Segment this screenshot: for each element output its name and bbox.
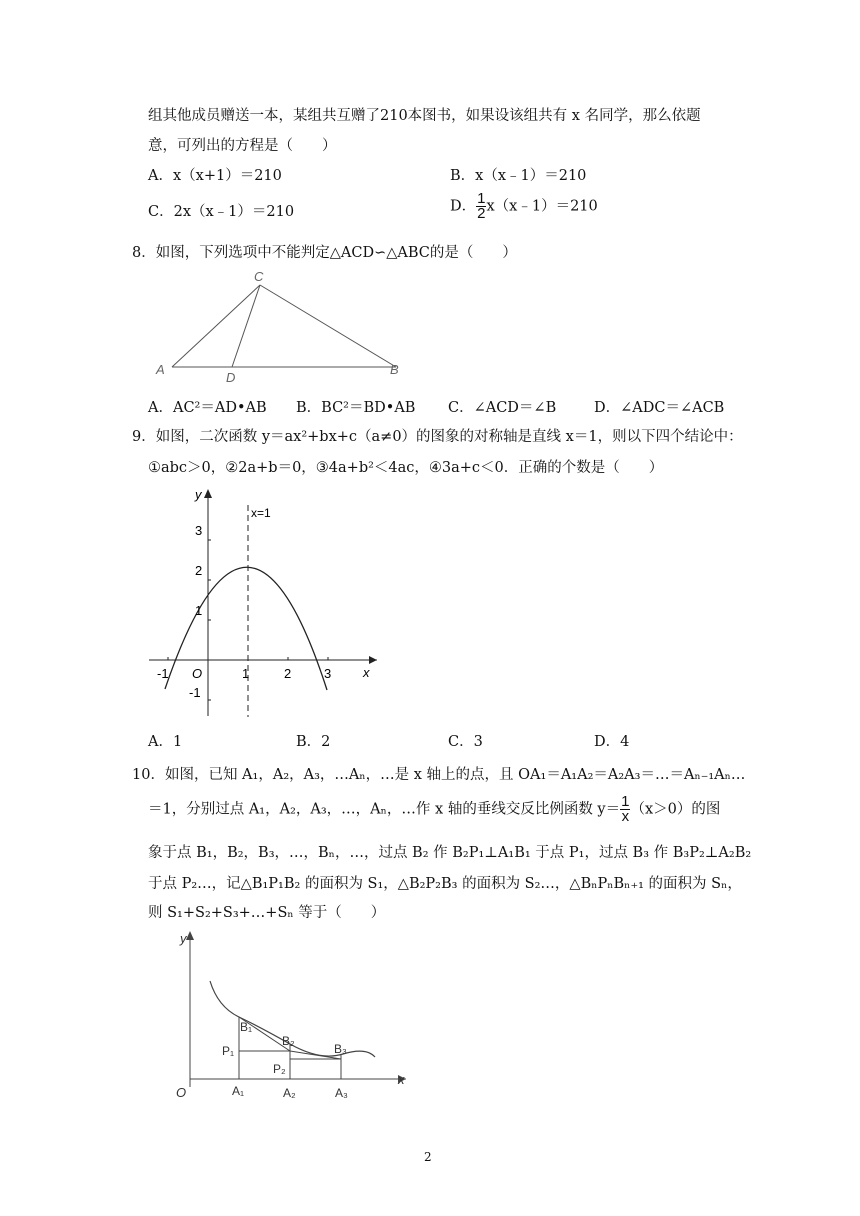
q9-parabola-graph (145, 485, 385, 720)
q8-stem: 8．如图，下列选项中不能判定△ACD∽△ABC的是（ ） (132, 245, 517, 261)
vertex-label-c: C (254, 269, 264, 284)
vertex-label-a: A (156, 362, 165, 377)
y-tick-3: 3 (195, 523, 203, 538)
q9-line2: ①abc＞0，②2a+b＝0，③4a+b²＜4ac，④3a+c＜0．正确的个数是（ ） (148, 460, 664, 476)
q9-option-b: B．2 (296, 734, 331, 750)
label-p2: P₂ (273, 1062, 286, 1076)
q9-line1: 9．如图，二次函数 y＝ax²+bx+c（a≠0）的图象的对称轴是直线 x＝1，则以下四个结论中： (132, 429, 743, 445)
origin-label: O (176, 1085, 187, 1100)
q10-line2 (148, 795, 720, 824)
q7-line2: 意，可列出的方程是（ ） (148, 138, 337, 154)
origin-label: O (192, 666, 203, 681)
x-axis-label: x (398, 1072, 405, 1087)
q10-line5: 则 S₁+S₂+S₃+…+Sₙ 等于（ ） (148, 905, 386, 921)
q9-option-c: C．3 (448, 734, 483, 750)
label-a1: A₁ (232, 1084, 245, 1098)
label-b2: B₂ (282, 1034, 295, 1048)
q9-option-d: D．4 (594, 734, 630, 750)
y-axis-label: y (195, 487, 202, 502)
q8-option-b: B．BC²＝BD•AB (296, 400, 416, 416)
symmetry-axis-label: x=1 (251, 506, 271, 520)
q7-option-b: B．x（x﹣1）＝210 (450, 168, 587, 184)
fraction-denominator: x (621, 808, 630, 825)
q10-hyperbola-graph (160, 925, 415, 1105)
x-tick-2: 2 (284, 666, 292, 681)
y-tick-1: 1 (195, 603, 203, 618)
q10-line2-rest: （x＞0）的图 (630, 801, 721, 818)
x-tick-1: 1 (242, 666, 250, 681)
q9-option-a: A．1 (148, 734, 183, 750)
fraction-numerator: 1 (621, 793, 630, 810)
y-tick-2: 2 (195, 563, 203, 578)
page-number: 2 (424, 1150, 432, 1164)
q10-line4: 于点 P₂…，记△B₁P₁B₂ 的面积为 S₁，△B₂P₂B₃ 的面积为 S₂…，△BₙPₙBₙ₊₁ 的面积为 Sₙ， (148, 876, 742, 892)
label-p1: P₁ (222, 1044, 235, 1058)
x-tick-3: 3 (324, 666, 332, 681)
q8-triangle-figure (150, 265, 410, 385)
vertex-label-d: D (226, 370, 236, 385)
label-a2: A₂ (283, 1086, 296, 1100)
q7-option-d-prefix: D． (450, 198, 477, 215)
q7-option-d-fraction (476, 192, 486, 221)
q8-option-d: D．∠ADC＝∠ACB (594, 400, 725, 416)
q10-line1: 10．如图，已知 A₁，A₂，A₃，…Aₙ，…是 x 轴上的点，且 OA₁＝A₁A₂＝A₂A₃＝…＝Aₙ₋₁Aₙ… (132, 767, 746, 783)
q7-option-c: C．2x（x﹣1）＝210 (148, 204, 295, 220)
q7-option-d (450, 192, 598, 221)
y-axis-label: y (180, 931, 187, 946)
fraction-numerator: 1 (477, 190, 486, 207)
x-tick-minus-1: -1 (157, 666, 169, 681)
fraction-denominator: 2 (477, 205, 486, 222)
q10-line2-prefix: ＝1，分别过点 A₁，A₂，A₃，…，Aₙ，…作 x 轴的垂线交反比例函数 y＝ (148, 801, 621, 818)
x-axis-label: x (363, 665, 370, 680)
q7-line1: 组其他成员赠送一本，某组共互赠了210本图书，如果设该组共有 x 名同学，那么依题 (148, 108, 701, 124)
q8-option-c: C．∠ACD＝∠B (448, 400, 557, 416)
q10-reciprocal-fraction (620, 795, 630, 824)
y-tick-minus-1: -1 (189, 685, 201, 700)
q10-line3: 象于点 B₁，B₂，B₃，…，Bₙ，…，过点 B₂ 作 B₂P₁⊥A₁B₁ 于点 P₁，过点 B₃ 作 B₃P₂⊥A₂B₂ (148, 845, 752, 861)
label-b3: B₃ (334, 1042, 347, 1056)
vertex-label-b: B (390, 362, 399, 377)
label-b1: B₁ (240, 1020, 253, 1034)
q8-option-a: A．AC²＝AD•AB (148, 400, 267, 416)
label-a3: A₃ (335, 1086, 348, 1100)
q7-option-d-rest: x（x﹣1）＝210 (486, 198, 598, 215)
q7-option-a: A．x（x+1）＝210 (148, 168, 282, 184)
